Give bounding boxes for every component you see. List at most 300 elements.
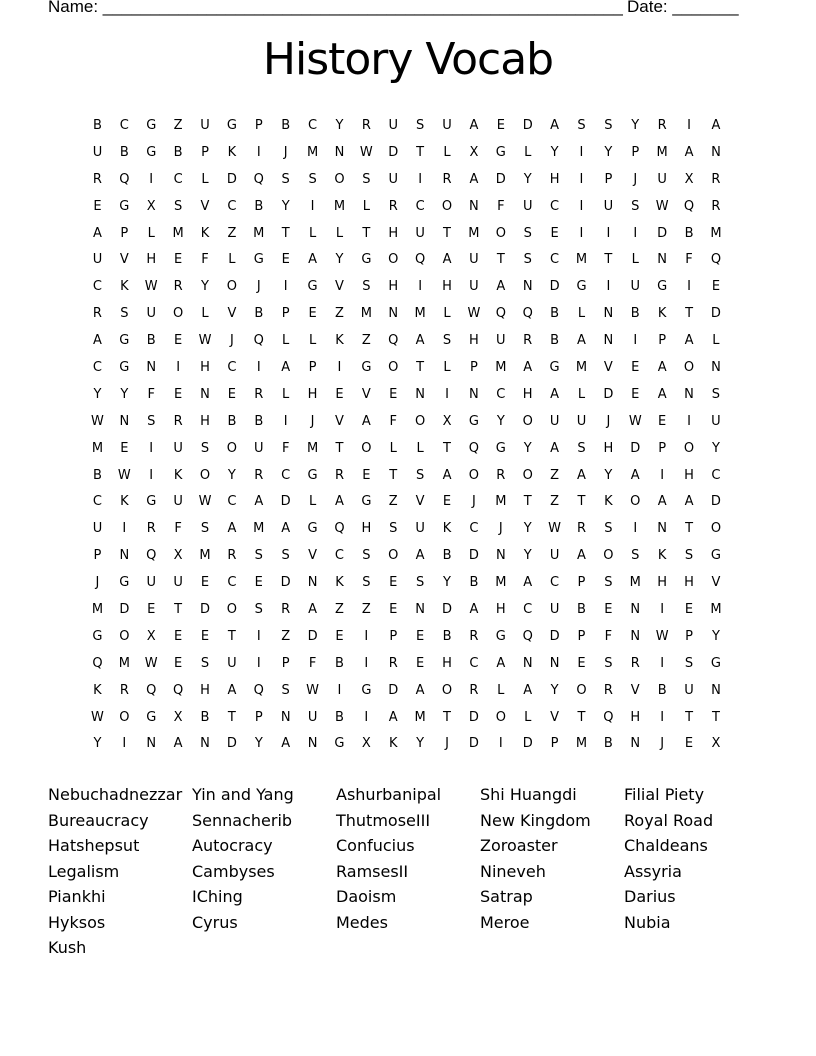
grid-cell[interactable]: G xyxy=(146,494,157,510)
grid-cell[interactable]: S xyxy=(684,655,694,671)
grid-cell[interactable]: D xyxy=(495,171,506,187)
grid-cell[interactable]: E xyxy=(174,628,183,644)
grid-cell[interactable]: W xyxy=(655,198,669,214)
grid-cell[interactable]: A xyxy=(550,117,560,133)
grid-cell[interactable]: A xyxy=(684,333,694,349)
grid-cell[interactable]: K xyxy=(227,144,237,160)
grid-cell[interactable]: D xyxy=(710,494,721,510)
grid-cell[interactable]: I xyxy=(122,521,127,537)
grid-cell[interactable]: H xyxy=(684,575,694,591)
grid-cell[interactable]: M xyxy=(91,601,104,617)
grid-cell[interactable]: G xyxy=(307,467,318,483)
grid-cell[interactable]: D xyxy=(442,601,453,617)
grid-cell[interactable]: I xyxy=(176,359,181,375)
grid-cell[interactable]: R xyxy=(711,198,721,214)
grid-cell[interactable]: G xyxy=(92,628,103,644)
grid-cell[interactable]: A xyxy=(227,521,237,537)
grid-cell[interactable]: V xyxy=(361,386,371,402)
grid-cell[interactable]: F xyxy=(147,386,155,402)
grid-cell[interactable]: B xyxy=(657,682,667,698)
grid-cell[interactable]: K xyxy=(335,575,344,591)
grid-cell[interactable]: S xyxy=(711,386,721,402)
grid-cell[interactable]: S xyxy=(577,117,586,133)
grid-cell[interactable]: G xyxy=(361,682,372,698)
grid-cell[interactable]: R xyxy=(469,682,479,698)
grid-cell[interactable]: A xyxy=(523,682,533,698)
grid-cell[interactable]: V xyxy=(200,198,210,214)
grid-cell[interactable]: L xyxy=(577,386,586,402)
grid-cell[interactable]: V xyxy=(335,279,344,295)
grid-cell[interactable]: A xyxy=(469,117,479,133)
grid-cell[interactable]: G xyxy=(361,494,372,510)
grid-cell[interactable]: S xyxy=(604,575,613,591)
grid-cell[interactable]: C xyxy=(308,117,318,133)
grid-cell[interactable]: G xyxy=(710,548,721,564)
grid-cell[interactable]: N xyxy=(630,601,641,617)
grid-cell[interactable]: T xyxy=(443,225,451,241)
grid-cell[interactable]: K xyxy=(604,494,613,510)
grid-cell[interactable]: N xyxy=(469,198,479,214)
grid-cell[interactable]: K xyxy=(388,736,398,752)
grid-cell[interactable]: Z xyxy=(550,494,560,510)
grid-cell[interactable]: O xyxy=(388,252,399,268)
grid-cell[interactable]: C xyxy=(227,494,237,510)
grid-cell[interactable]: L xyxy=(282,333,290,349)
grid-cell[interactable]: W xyxy=(144,279,158,295)
grid-cell[interactable]: C xyxy=(469,655,479,671)
grid-cell[interactable]: Q xyxy=(468,440,480,456)
grid-cell[interactable]: G xyxy=(468,413,479,429)
grid-cell[interactable]: Q xyxy=(388,333,399,349)
grid-cell[interactable]: U xyxy=(92,521,103,537)
grid-cell[interactable]: O xyxy=(495,709,506,725)
grid-cell[interactable]: A xyxy=(657,494,667,510)
grid-cell[interactable]: G xyxy=(119,575,130,591)
grid-cell[interactable]: U xyxy=(522,198,533,214)
grid-cell[interactable]: L xyxy=(443,144,451,160)
grid-cell[interactable]: E xyxy=(200,575,210,591)
grid-cell[interactable]: N xyxy=(711,682,721,698)
grid-cell[interactable]: O xyxy=(334,171,345,187)
grid-cell[interactable]: Y xyxy=(496,413,505,429)
grid-cell[interactable]: R xyxy=(576,521,586,537)
grid-cell[interactable]: C xyxy=(92,494,102,510)
name-field[interactable]: Name: _______________________________________________________ xyxy=(48,0,623,16)
grid-cell[interactable]: D xyxy=(226,736,237,752)
grid-cell[interactable]: I xyxy=(418,171,423,187)
grid-cell[interactable]: A xyxy=(577,333,586,349)
grid-cell[interactable]: R xyxy=(361,117,371,133)
grid-cell[interactable]: U xyxy=(388,171,398,187)
grid-cell[interactable]: O xyxy=(683,359,695,375)
grid-cell[interactable]: U xyxy=(496,333,506,349)
grid-cell[interactable]: A xyxy=(92,333,102,349)
grid-cell[interactable]: G xyxy=(226,117,237,133)
grid-cell[interactable]: N xyxy=(280,709,291,725)
grid-cell[interactable]: E xyxy=(496,117,505,133)
grid-cell[interactable]: R xyxy=(496,467,506,483)
grid-cell[interactable]: Y xyxy=(254,736,263,752)
grid-cell[interactable]: V xyxy=(227,306,237,322)
grid-cell[interactable]: T xyxy=(362,225,371,241)
grid-cell[interactable]: I xyxy=(310,198,315,214)
grid-cell[interactable]: C xyxy=(227,575,237,591)
grid-cell[interactable]: D xyxy=(549,279,560,295)
grid-cell[interactable]: Q xyxy=(92,655,103,671)
grid-cell[interactable]: W xyxy=(467,306,481,322)
grid-cell[interactable]: C xyxy=(92,359,102,375)
grid-cell[interactable]: F xyxy=(685,252,693,268)
grid-cell[interactable]: Z xyxy=(227,225,237,241)
grid-cell[interactable]: T xyxy=(389,467,398,483)
grid-cell[interactable]: R xyxy=(388,198,398,214)
grid-cell[interactable]: T xyxy=(443,440,451,456)
grid-cell[interactable]: U xyxy=(549,601,560,617)
grid-cell[interactable]: E xyxy=(684,736,694,752)
grid-cell[interactable]: E xyxy=(200,628,210,644)
grid-cell[interactable]: V xyxy=(415,494,425,510)
grid-cell[interactable]: J xyxy=(445,736,449,752)
grid-cell[interactable]: J xyxy=(471,494,476,510)
grid-cell[interactable]: C xyxy=(173,171,183,187)
grid-cell[interactable]: O xyxy=(388,359,399,375)
grid-cell[interactable]: Z xyxy=(281,628,291,644)
grid-cell[interactable]: H xyxy=(146,252,157,268)
grid-cell[interactable]: C xyxy=(550,252,560,268)
grid-cell[interactable]: L xyxy=(416,440,424,456)
grid-cell[interactable]: N xyxy=(119,548,130,564)
grid-cell[interactable]: R xyxy=(173,279,183,295)
grid-cell[interactable]: Z xyxy=(388,494,398,510)
grid-cell[interactable]: O xyxy=(603,548,614,564)
grid-cell[interactable]: P xyxy=(93,548,102,564)
grid-cell[interactable]: A xyxy=(711,117,721,133)
grid-cell[interactable]: U xyxy=(200,117,210,133)
grid-cell[interactable]: E xyxy=(631,386,640,402)
grid-cell[interactable]: B xyxy=(550,306,560,322)
grid-cell[interactable]: L xyxy=(201,306,209,322)
grid-cell[interactable]: M xyxy=(710,601,722,617)
grid-cell[interactable]: E xyxy=(362,467,371,483)
grid-cell[interactable]: A xyxy=(388,709,398,725)
grid-cell[interactable]: Y xyxy=(523,171,532,187)
grid-cell[interactable]: S xyxy=(200,440,210,456)
grid-cell[interactable]: U xyxy=(173,575,183,591)
grid-cell[interactable]: I xyxy=(256,144,261,160)
grid-cell[interactable]: O xyxy=(226,279,238,295)
grid-cell[interactable]: K xyxy=(200,225,210,241)
grid-cell[interactable]: T xyxy=(577,494,586,510)
grid-cell[interactable]: S xyxy=(577,440,586,456)
grid-cell[interactable]: D xyxy=(226,171,237,187)
grid-cell[interactable]: M xyxy=(468,225,480,241)
grid-cell[interactable]: A xyxy=(523,575,533,591)
grid-cell[interactable]: E xyxy=(174,252,183,268)
grid-cell[interactable]: D xyxy=(630,440,641,456)
grid-cell[interactable]: N xyxy=(549,655,560,671)
grid-cell[interactable]: O xyxy=(495,225,506,241)
grid-cell[interactable]: L xyxy=(308,494,317,510)
grid-cell[interactable]: P xyxy=(685,628,693,644)
grid-cell[interactable]: I xyxy=(633,521,638,537)
grid-cell[interactable]: B xyxy=(173,144,183,160)
grid-cell[interactable]: H xyxy=(361,521,372,537)
grid-cell[interactable]: O xyxy=(226,601,238,617)
grid-cell[interactable]: H xyxy=(388,279,399,295)
grid-cell[interactable]: I xyxy=(364,655,369,671)
grid-cell[interactable]: A xyxy=(361,413,371,429)
grid-cell[interactable]: U xyxy=(603,198,614,214)
grid-cell[interactable]: K xyxy=(335,333,344,349)
grid-cell[interactable]: Q xyxy=(119,171,130,187)
grid-cell[interactable]: X xyxy=(173,548,183,564)
grid-cell[interactable]: T xyxy=(174,601,183,617)
grid-cell[interactable]: R xyxy=(523,333,533,349)
grid-cell[interactable]: L xyxy=(308,225,317,241)
grid-cell[interactable]: X xyxy=(711,736,721,752)
grid-cell[interactable]: T xyxy=(443,709,451,725)
grid-cell[interactable]: H xyxy=(442,279,452,295)
grid-cell[interactable]: H xyxy=(200,359,210,375)
grid-cell[interactable]: R xyxy=(254,467,264,483)
grid-cell[interactable]: T xyxy=(227,628,236,644)
grid-cell[interactable]: C xyxy=(496,386,506,402)
grid-cell[interactable]: M xyxy=(495,575,507,591)
grid-cell[interactable]: F xyxy=(201,252,209,268)
grid-cell[interactable]: H xyxy=(657,575,668,591)
grid-cell[interactable]: Q xyxy=(415,252,426,268)
grid-cell[interactable]: V xyxy=(711,575,721,591)
grid-cell[interactable]: F xyxy=(389,413,397,429)
grid-cell[interactable]: V xyxy=(119,252,129,268)
grid-cell[interactable]: X xyxy=(442,413,452,429)
grid-cell[interactable]: B xyxy=(335,709,344,725)
grid-cell[interactable]: A xyxy=(523,359,533,375)
grid-cell[interactable]: I xyxy=(660,467,665,483)
grid-cell[interactable]: L xyxy=(147,225,155,241)
grid-cell[interactable]: O xyxy=(199,467,211,483)
grid-cell[interactable]: T xyxy=(281,225,290,241)
grid-cell[interactable]: U xyxy=(549,548,560,564)
grid-cell[interactable]: X xyxy=(146,628,156,644)
grid-cell[interactable]: I xyxy=(633,333,638,349)
grid-cell[interactable]: G xyxy=(146,709,157,725)
grid-cell[interactable]: A xyxy=(684,144,694,160)
grid-cell[interactable]: T xyxy=(577,709,586,725)
grid-cell[interactable]: E xyxy=(335,628,344,644)
grid-cell[interactable]: A xyxy=(442,467,452,483)
grid-cell[interactable]: W xyxy=(91,413,104,429)
grid-cell[interactable]: I xyxy=(660,655,665,671)
grid-cell[interactable]: Y xyxy=(631,117,640,133)
grid-cell[interactable]: W xyxy=(117,467,131,483)
grid-cell[interactable]: Y xyxy=(335,252,344,268)
grid-cell[interactable]: J xyxy=(498,521,503,537)
grid-cell[interactable]: P xyxy=(604,171,613,187)
grid-cell[interactable]: A xyxy=(227,682,237,698)
grid-cell[interactable]: I xyxy=(579,144,584,160)
grid-cell[interactable]: Y xyxy=(550,682,559,698)
grid-cell[interactable]: M xyxy=(414,306,426,322)
grid-cell[interactable]: Q xyxy=(253,333,264,349)
grid-cell[interactable]: E xyxy=(281,252,290,268)
grid-cell[interactable]: W xyxy=(91,709,104,725)
grid-cell[interactable]: Q xyxy=(146,682,157,698)
grid-cell[interactable]: B xyxy=(469,575,479,591)
grid-cell[interactable]: K xyxy=(173,467,183,483)
grid-cell[interactable]: I xyxy=(687,117,691,133)
grid-cell[interactable]: C xyxy=(523,601,533,617)
grid-cell[interactable]: O xyxy=(361,440,372,456)
grid-cell[interactable]: T xyxy=(523,494,532,510)
grid-cell[interactable]: N xyxy=(522,655,533,671)
grid-cell[interactable]: E xyxy=(658,413,667,429)
grid-cell[interactable]: B xyxy=(227,413,237,429)
grid-cell[interactable]: A xyxy=(415,682,425,698)
grid-cell[interactable]: W xyxy=(655,628,669,644)
grid-cell[interactable]: S xyxy=(631,198,640,214)
grid-cell[interactable]: M xyxy=(253,521,265,537)
grid-cell[interactable]: Z xyxy=(173,117,183,133)
grid-cell[interactable]: I xyxy=(256,628,261,644)
grid-cell[interactable]: I xyxy=(687,279,691,295)
grid-cell[interactable]: Y xyxy=(201,279,209,295)
grid-cell[interactable]: M xyxy=(91,440,104,456)
grid-cell[interactable]: N xyxy=(657,252,668,268)
grid-cell[interactable]: Z xyxy=(335,601,344,617)
grid-cell[interactable]: G xyxy=(495,628,506,644)
grid-cell[interactable]: D xyxy=(200,601,211,617)
grid-cell[interactable]: C xyxy=(415,198,425,214)
grid-cell[interactable]: H xyxy=(388,225,399,241)
grid-cell[interactable]: A xyxy=(657,386,667,402)
grid-cell[interactable]: M xyxy=(656,144,668,160)
grid-cell[interactable]: H xyxy=(603,440,614,456)
grid-cell[interactable]: L xyxy=(362,198,370,214)
grid-cell[interactable]: S xyxy=(200,521,210,537)
grid-cell[interactable]: S xyxy=(308,171,317,187)
grid-cell[interactable]: S xyxy=(281,548,290,564)
grid-cell[interactable]: D xyxy=(710,306,721,322)
grid-cell[interactable]: B xyxy=(442,628,452,644)
grid-cell[interactable]: A xyxy=(415,548,425,564)
grid-cell[interactable]: M xyxy=(495,359,507,375)
grid-cell[interactable]: G xyxy=(334,736,345,752)
grid-cell[interactable]: M xyxy=(253,225,265,241)
grid-cell[interactable]: Y xyxy=(443,575,451,591)
grid-cell[interactable]: V xyxy=(335,413,344,429)
grid-cell[interactable]: B xyxy=(603,736,613,752)
grid-cell[interactable]: N xyxy=(119,413,130,429)
grid-cell[interactable]: A xyxy=(577,548,586,564)
grid-cell[interactable]: B xyxy=(119,144,129,160)
grid-cell[interactable]: N xyxy=(522,279,533,295)
grid-cell[interactable]: I xyxy=(633,225,638,241)
grid-cell[interactable]: N xyxy=(495,548,506,564)
grid-cell[interactable]: G xyxy=(361,252,372,268)
grid-cell[interactable]: P xyxy=(631,144,640,160)
grid-cell[interactable]: T xyxy=(416,144,425,160)
grid-cell[interactable]: I xyxy=(337,359,342,375)
grid-cell[interactable]: T xyxy=(335,440,344,456)
grid-cell[interactable]: J xyxy=(283,144,288,160)
grid-cell[interactable]: M xyxy=(629,575,641,591)
grid-cell[interactable]: V xyxy=(550,709,560,725)
grid-cell[interactable]: G xyxy=(307,521,318,537)
grid-cell[interactable]: E xyxy=(711,279,721,295)
grid-cell[interactable]: W xyxy=(144,655,158,671)
grid-cell[interactable]: W xyxy=(198,333,212,349)
grid-cell[interactable]: J xyxy=(310,413,315,429)
grid-cell[interactable]: R xyxy=(388,655,398,671)
grid-cell[interactable]: K xyxy=(657,306,667,322)
grid-cell[interactable]: I xyxy=(418,279,423,295)
grid-cell[interactable]: U xyxy=(227,655,237,671)
grid-cell[interactable]: S xyxy=(254,548,263,564)
grid-cell[interactable]: S xyxy=(281,682,290,698)
grid-cell[interactable]: I xyxy=(579,171,584,187)
grid-cell[interactable]: I xyxy=(364,628,369,644)
grid-cell[interactable]: O xyxy=(388,548,399,564)
grid-cell[interactable]: L xyxy=(524,144,532,160)
grid-cell[interactable]: E xyxy=(577,655,586,671)
grid-cell[interactable]: G xyxy=(361,359,372,375)
grid-cell[interactable]: Y xyxy=(281,198,290,214)
grid-cell[interactable]: B xyxy=(92,117,102,133)
grid-cell[interactable]: C xyxy=(227,198,237,214)
grid-cell[interactable]: L xyxy=(631,252,639,268)
grid-cell[interactable]: C xyxy=(119,117,129,133)
grid-cell[interactable]: A xyxy=(92,225,102,241)
grid-cell[interactable]: W xyxy=(628,413,642,429)
grid-cell[interactable]: Q xyxy=(334,521,345,537)
grid-cell[interactable]: V xyxy=(630,682,640,698)
grid-cell[interactable]: I xyxy=(579,225,584,241)
grid-cell[interactable]: I xyxy=(660,601,665,617)
grid-cell[interactable]: A xyxy=(469,601,479,617)
grid-cell[interactable]: S xyxy=(416,575,425,591)
grid-cell[interactable]: G xyxy=(495,440,506,456)
grid-cell[interactable]: A xyxy=(684,494,694,510)
grid-cell[interactable]: J xyxy=(633,171,638,187)
grid-cell[interactable]: N xyxy=(684,386,694,402)
grid-cell[interactable]: N xyxy=(146,359,157,375)
grid-cell[interactable]: U xyxy=(92,144,103,160)
grid-cell[interactable]: P xyxy=(281,655,290,671)
grid-cell[interactable]: I xyxy=(256,655,261,671)
grid-cell[interactable]: S xyxy=(631,548,640,564)
grid-cell[interactable]: Y xyxy=(711,628,720,644)
grid-cell[interactable]: X xyxy=(173,709,183,725)
grid-cell[interactable]: S xyxy=(604,117,613,133)
grid-cell[interactable]: G xyxy=(119,333,130,349)
grid-cell[interactable]: M xyxy=(575,252,588,268)
grid-cell[interactable]: M xyxy=(333,198,346,214)
grid-cell[interactable]: P xyxy=(577,628,586,644)
grid-cell[interactable]: S xyxy=(362,279,371,295)
grid-cell[interactable]: U xyxy=(657,171,667,187)
grid-cell[interactable]: S xyxy=(362,171,371,187)
grid-cell[interactable]: U xyxy=(415,521,425,537)
grid-cell[interactable]: A xyxy=(496,655,506,671)
grid-cell[interactable]: I xyxy=(149,467,154,483)
grid-cell[interactable]: U xyxy=(469,279,479,295)
grid-cell[interactable]: E xyxy=(416,628,425,644)
grid-cell[interactable]: L xyxy=(712,333,720,349)
grid-cell[interactable]: S xyxy=(200,655,210,671)
grid-cell[interactable]: S xyxy=(523,252,532,268)
grid-cell[interactable]: O xyxy=(119,628,130,644)
